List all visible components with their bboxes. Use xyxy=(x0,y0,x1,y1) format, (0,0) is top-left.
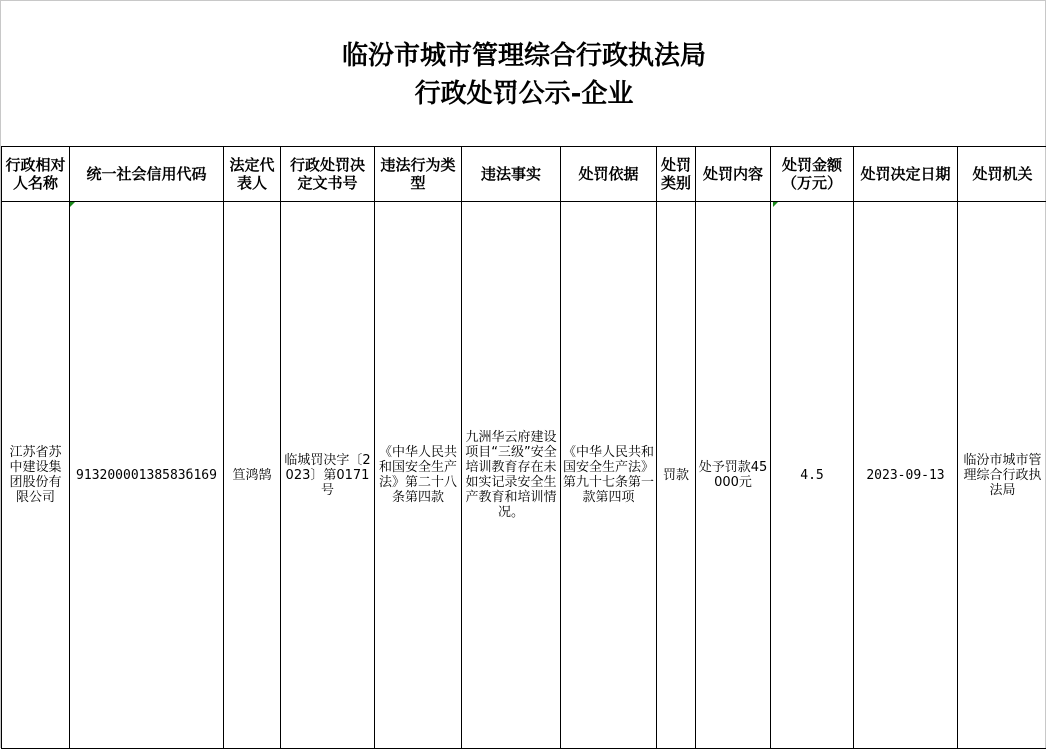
column-header-content: 处罚内容 xyxy=(696,147,771,202)
amount-cell: 4.5 xyxy=(771,202,854,749)
column-header-authority: 处罚机关 xyxy=(958,147,1046,202)
column-header-basis: 处罚依据 xyxy=(561,147,657,202)
column-header-doc-number: 行政处罚决定文书号 xyxy=(281,147,375,202)
cell-comment-marker xyxy=(70,202,75,207)
violation-type-cell: 《中华人民共和国安全生产法》第二十八条第四款 xyxy=(375,202,462,749)
column-header-legal-rep: 法定代表人 xyxy=(224,147,281,202)
content-cell: 处予罚款45000元 xyxy=(696,202,771,749)
column-header-category: 处罚类别 xyxy=(657,147,696,202)
column-header-party-name: 行政相对人名称 xyxy=(2,147,70,202)
basis-cell: 《中华人民共和国安全生产法》第九十七条第一款第四项 xyxy=(561,202,657,749)
date-cell: 2023-09-13 xyxy=(854,202,958,749)
table-header-row xyxy=(2,147,1046,202)
table-row xyxy=(2,202,1046,749)
penalty-table xyxy=(1,146,1046,749)
doc-number-cell: 临城罚决字〔2023〕第0171号 xyxy=(281,202,375,749)
facts-cell: 九洲华云府建设项目“三级”安全培训教育存在未如实记录安全生产教育和培训情况。 xyxy=(462,202,561,749)
party-name-cell: 江苏省苏中建设集团股份有限公司 xyxy=(2,202,70,749)
title-block xyxy=(1,1,1046,146)
column-header-amount: 处罚金额（万元） xyxy=(771,147,854,202)
authority-cell: 临汾市城市管理综合行政执法局 xyxy=(958,202,1046,749)
category-cell: 罚款 xyxy=(657,202,696,749)
column-header-facts: 违法事实 xyxy=(462,147,561,202)
column-header-violation-type: 违法行为类型 xyxy=(375,147,462,202)
column-header-credit-code: 统一社会信用代码 xyxy=(70,147,224,202)
page-title: 临汾市城市管理综合行政执法局 xyxy=(1,39,1046,73)
cell-comment-marker xyxy=(773,202,778,207)
page-subtitle: 行政处罚公示-企业 xyxy=(1,77,1046,111)
legal-rep-cell: 笪鸿鹄 xyxy=(224,202,281,749)
credit-code-cell: 91320000138583б169 xyxy=(70,202,224,749)
column-header-date: 处罚决定日期 xyxy=(854,147,958,202)
